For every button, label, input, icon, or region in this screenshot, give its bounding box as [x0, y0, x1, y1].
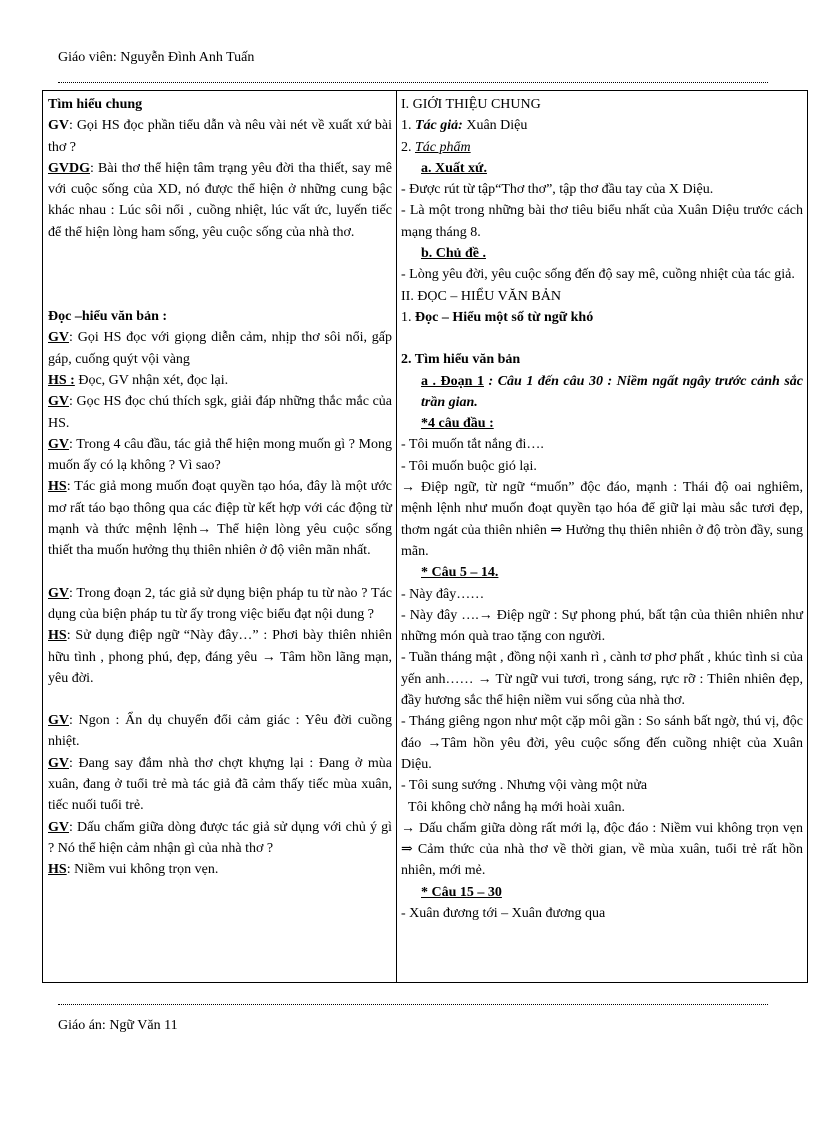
paragraph: GV: Đang say đắm nhà thơ chợt khựng lại : Đang ở mùa xuân, đang ở tuổi trẻ mà tác giả đã cảm thấy tiếc mùa xuân, tiếc nuối tuổi trẻ.	[48, 755, 392, 814]
section-heading: II. ĐỌC – HIỂU VĂN BẢN	[401, 288, 561, 304]
content-column	[397, 91, 807, 982]
paragraph: - Này đây ….→ Điệp ngữ : Sự phong phú, bất tận của thiên nhiên như những món quà trao tặng con người.	[401, 607, 803, 645]
paragraph: GV: Trong 4 câu đầu, tác giả thể hiện mong muốn gì ? Mong muốn ấy có lạ không ? Vì sao?	[48, 436, 392, 474]
footer-divider	[58, 1004, 768, 1005]
paragraph: HS: Tác giả mong muốn đoạt quyền tạo hóa, đây là một ước mơ rất táo bạo thông qua các điệp từ kết hợp với các động từ mạnh và thức mệnh lệnh→ Thể hiện lòng yêu cuộc sống thiết tha muốn hưởng thụ thiên nhiên ở độ viên mãn nhất.	[48, 479, 392, 559]
paragraph: - Tôi muốn buộc gió lại.	[401, 458, 537, 474]
subheading: a. Xuất xứ.	[421, 160, 487, 176]
page-footer: Giáo án: Ngữ Văn 11	[58, 1018, 178, 1033]
subheading: * Câu 5 – 14.	[421, 565, 499, 581]
paragraph: GV: Gọi HS đọc phần tiểu dẫn và nêu vài nét về xuất xứ bài thơ ?	[48, 118, 392, 155]
paragraph: - Tháng giêng ngon như một cặp môi gần : So sánh bất ngờ, thú vị, độc đáo →Tâm hồn yêu đời, yêu cuộc sống đến cuồng nhiệt của Xuân Diệu.	[401, 714, 803, 772]
paragraph: - Xuân đương tới – Xuân đương qua	[401, 905, 606, 921]
paragraph: GV: Dấu chấm giữa dòng được tác giả sử dụng với chủ ý gì ? Nó thể hiện cảm nhận gì của nhà thơ ?	[48, 819, 392, 856]
paragraph: 2. Tìm hiểu văn bản	[401, 352, 521, 368]
poem-line: Tôi không chờ nắng hạ mới hoài xuân.	[408, 799, 625, 815]
lesson-table	[42, 90, 808, 983]
subheading: *4 câu đầu :	[421, 416, 494, 432]
poem-line: - Tôi sung sướng . Nhưng vội vàng một nửa	[401, 778, 648, 794]
paragraph: - Tuần tháng mật , đồng nội xanh rì , cành tơ phơ phất , khúc tình si của yến anh…… → Từ ngữ vui tươi, trong sáng, rực rỡ : Thiên nhiên đẹp, đầy hương sắc thể hiện niềm vui sống của nhà thơ.	[401, 650, 803, 709]
paragraph: - Lòng yêu đời, yêu cuộc sống đến độ say mê, cuồng nhiệt của tác giả.	[401, 267, 795, 283]
header-divider	[58, 82, 768, 83]
paragraph: - Được rút từ tập“Thơ thơ”, tập thơ đầu tay của X Diệu.	[401, 182, 714, 198]
paragraph: GV: Trong đoạn 2, tác giả sử dụng biện pháp tu từ nào ? Tác dụng của biện pháp tu từ ấy trong việc biểu đạt nội dung ?	[48, 585, 392, 622]
paragraph: GVDG: Bài thơ thể hiện tâm trạng yêu đời tha thiết, say mê với cuộc sống của XD, nó được thể hiện ở những cung bậc khác nhau : Lúc sôi nổi , cuồng nhiệt, lúc vất ức, luyến tiếc để thể hiện lòng ham sống, yêu cuộc sống của nhà thơ.	[48, 160, 392, 240]
page-header: Giáo viên: Nguyễn Đình Anh Tuấn	[58, 50, 255, 65]
paragraph: HS: Sử dụng điệp ngữ “Này đây…” : Phơi bày thiên nhiên hữu tình , phong phú, đẹp, đáng yêu → Tâm hồn lãng mạn, yêu đời.	[48, 628, 392, 686]
paragraph: - Là một trong những bài thơ tiêu biểu nhất của Xuân Diệu trước cách mạng tháng 8.	[401, 203, 803, 240]
paragraph: 1. Đọc – Hiểu một số từ ngữ khó	[401, 309, 594, 325]
section-heading: I. GIỚI THIỆU CHUNG	[401, 97, 541, 112]
section-heading: Đọc –hiểu văn bản :	[48, 309, 168, 325]
subheading: * Câu 15 – 30	[421, 884, 502, 900]
subheading: b. Chủ đề .	[421, 246, 486, 262]
paragraph: → Điệp ngữ, từ ngữ “muốn” độc đáo, mạnh : Thái độ oai nghiêm, mệnh lệnh như muốn đoạt quyền tạo hóa để giữ lại màu sắc tươi đẹp, thơm ngát của thiên nhiên ⇒ Hưởng thụ thiên nhiên ở độ tròn đầy, sung mãn.	[401, 480, 803, 559]
paragraph: GV: Gọc HS đọc chú thích sgk, giải đáp những thắc mắc của HS.	[48, 394, 392, 431]
paragraph: HS : Đọc, GV nhận xét, đọc lại.	[48, 372, 229, 388]
paragraph: HS: Niềm vui không trọn vẹn.	[48, 862, 219, 878]
paragraph: - Tôi muốn tắt nắng đi….	[401, 437, 544, 453]
section-heading: Tìm hiểu chung	[48, 97, 143, 112]
paragraph: - Này đây……	[401, 586, 485, 602]
paragraph: GV: Gọi HS đọc với giọng diễn cảm, nhịp thơ sôi nổi, gấp gáp, cuống quýt vội vàng	[48, 330, 392, 367]
paragraph: a . Đoạn 1 : Câu 1 đến câu 30 : Niềm ngất ngây trước cảnh sắc trần gian.	[421, 373, 803, 410]
paragraph: → Dấu chấm giữa dòng rất mới lạ, độc đáo : Niềm vui không trọn vẹn ⇒ Cảm thức của nhà thơ về thời gian, về mùa xuân, tuổi trẻ rất hồn nhiên, mới mẻ.	[401, 820, 803, 879]
paragraph: 1. Tác giả: Xuân Diệu	[401, 118, 528, 134]
paragraph: 2. Tác phẩm	[401, 139, 471, 155]
paragraph: GV: Ngon : Ẩn dụ chuyển đổi cảm giác : Yêu đời cuồng nhiệt.	[48, 713, 392, 750]
teacher-activity-column	[43, 91, 397, 982]
